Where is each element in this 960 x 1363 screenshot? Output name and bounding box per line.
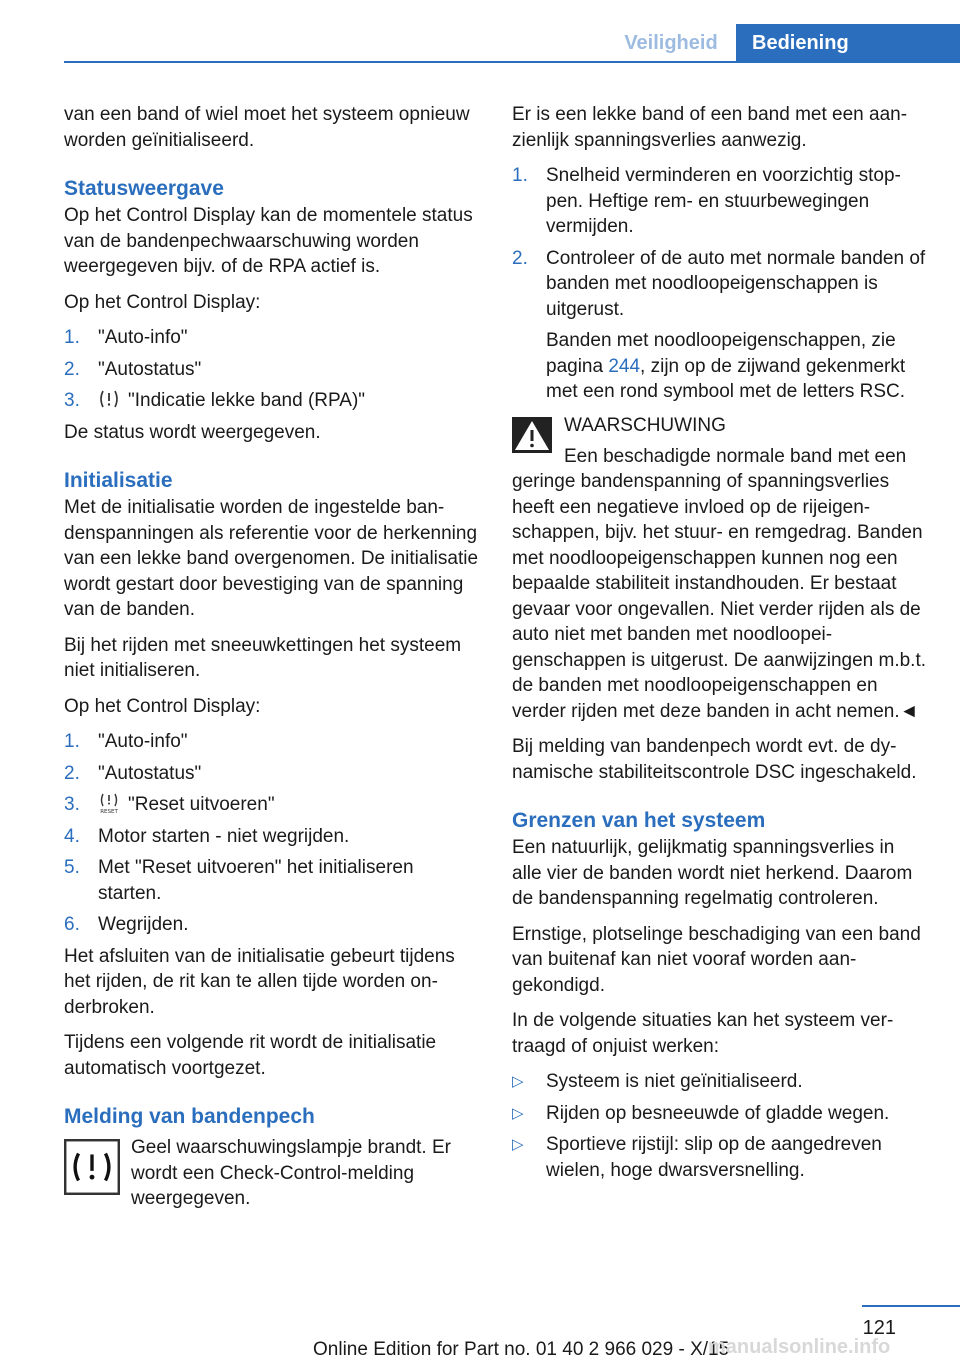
step2-sub: Banden met noodloopeigenschappen, zie pagina 244, zijn op de zijwand gekenmerkt met een rond symbool met de letters RSC. bbox=[546, 330, 906, 402]
intro-text: van een band of wiel moet het systeem opnieuw worden geïnitialiseerd. bbox=[64, 104, 470, 151]
status-text: Op het Control Display kan de momentele status van de bandenpechwaarschuwing worden weergegeven bijv. of de RPA actief is. bbox=[64, 205, 473, 277]
melding-notice bbox=[64, 1131, 480, 1221]
list-item: 4. Motor starten - niet wegrijden. bbox=[64, 825, 350, 847]
warning-text: Een beschadigde normale band met een geringe bandenspanning of spanningsverlies heeft een negatieve invloed op de rijeigenschappen, bijv. het stuur- en remgedrag. Banden met noodloopeigenschappen kunnen nog een bepaalde stabiliteit instandhouden. Er bestaat gevaar voor ongevallen. Niet verder rijden als de auto niet met banden met noodloopeigenschappen is uitgerust. De aanwijzingen m.b.t. de banden met noodloopeigenschappen en verder rijden met deze banden in acht nemen.◄ bbox=[512, 445, 927, 722]
list-item: 3. RESET "Reset uitvoeren" bbox=[64, 794, 275, 815]
warning-triangle-icon bbox=[512, 417, 552, 453]
triangle-bullet-icon: ▷ bbox=[512, 1073, 524, 1090]
limits-text-3: In de volgende situaties kan het systeem vertraagd of onjuist werken: bbox=[512, 1010, 894, 1057]
list-item: 1. "Auto-info" bbox=[64, 327, 188, 348]
pech-steps bbox=[512, 163, 928, 405]
list-item: ▷ Systeem is niet geïnitialiseerd. bbox=[512, 1069, 928, 1095]
status-result: De status wordt weergegeven. bbox=[64, 421, 321, 443]
list-item: 5. Met "Reset uitvoeren" het initialiseren starten. bbox=[64, 857, 414, 904]
page-link-244[interactable]: 244 bbox=[608, 355, 641, 377]
dsc-text: Bij melding van bandenpech wordt evt. de dynamische stabiliteitscontrole DSC ingeschakeld. bbox=[512, 736, 917, 783]
right-intro: Er is een lekke band of een band met een aanzienlijk spanningsverlies aanwezig. bbox=[512, 104, 908, 151]
list-item: 2. "Autostatus" bbox=[64, 762, 202, 784]
heading-melding: Melding van bandenpech bbox=[64, 1105, 315, 1128]
tab-veiligheid[interactable]: Veiligheid bbox=[624, 32, 718, 54]
init-text-1: Met de initialisatie worden de ingestelde bandenspanningen als referentie voor de herkenning van een lekke band overgenomen. De initialisatie wordt gestart door bevestiging van de spanning van de banden. bbox=[64, 497, 479, 620]
heading-grenzen: Grenzen van het systeem bbox=[512, 809, 766, 832]
list-item: 3. "Indicatie lekke band (RPA)" bbox=[64, 390, 366, 411]
edition-text: Online Edition for Part no. 01 40 2 966 029 - X/15 bbox=[313, 1339, 730, 1360]
init-cd-label: Op het Control Display: bbox=[64, 695, 261, 717]
status-steps bbox=[64, 325, 480, 414]
tab-bediening[interactable]: Bediening bbox=[736, 24, 960, 62]
page-header bbox=[0, 0, 960, 62]
status-cd-label: Op het Control Display: bbox=[64, 291, 261, 313]
footer-rule bbox=[862, 1305, 960, 1307]
list-item: 6. Wegrijden. bbox=[64, 914, 189, 935]
triangle-bullet-icon: ▷ bbox=[512, 1104, 524, 1122]
tire-reset-icon bbox=[98, 792, 120, 814]
list-item: ▷ Rijden op besneeuwde of gladde wegen. bbox=[512, 1101, 928, 1127]
warning-block bbox=[512, 413, 928, 725]
limits-text-2: Ernstige, plotselinge beschadiging van een band van buitenaf kan niet vooraf worden aangekondigd. bbox=[512, 923, 921, 996]
list-item: 1. Snelheid verminderen en voorzichtig stoppen. Heftige rem- en stuurbewegingen vermijden. bbox=[512, 165, 901, 237]
init-text-4: Tijdens een volgende rit wordt de initialisatie automatisch voortgezet. bbox=[64, 1032, 437, 1079]
list-item: 1. "Auto-info" bbox=[64, 731, 188, 752]
list-item: 2. Controleer of de auto met normale banden of banden met noodloopeigenschappen is uitgerust. Banden met noodloopeigenschappen, zie pagina 244, zijn op de zijwand gekenmerkt met een rond symbool met de letters RSC. bbox=[512, 246, 928, 405]
watermark: manualsonline.info bbox=[708, 1336, 891, 1358]
melding-text: Geel waarschuwingslampje brandt. Er wordt een Check-Control-melding weergegeven. bbox=[131, 1137, 451, 1209]
heading-initialisatie: Initialisatie bbox=[64, 469, 173, 492]
header-rule bbox=[64, 61, 960, 63]
page-number: 121 bbox=[862, 1317, 896, 1339]
list-item: ▷ Sportieve rijstijl: slip op de aangedreven wielen, hoge dwarsversnelling. bbox=[512, 1134, 882, 1181]
warning-heading: WAARSCHUWING bbox=[564, 414, 726, 436]
heading-statusweergave: Statusweergave bbox=[64, 177, 224, 200]
init-text-2: Bij het rijden met sneeuwkettingen het systeem niet initialiseren. bbox=[64, 634, 462, 681]
limits-text-1: Een natuurlijk, gelijkmatig spanningsverlies in alle vier de banden wordt niet herkend. Daarom de bandenspanning regelmatig controleren. bbox=[512, 837, 913, 909]
tire-warning-lamp-icon bbox=[64, 1139, 120, 1195]
limits-list bbox=[512, 1069, 928, 1183]
list-item: 2. "Autostatus" bbox=[64, 358, 202, 380]
init-steps bbox=[64, 729, 480, 938]
left-column bbox=[64, 102, 480, 1221]
svg-text:RESET: RESET bbox=[100, 809, 118, 814]
init-text-3: Het afsluiten van de initialisatie gebeurt tijdens het rijden, de rit kan te allen tijde worden onderbroken. bbox=[64, 945, 455, 1018]
triangle-bullet-icon: ▷ bbox=[512, 1136, 524, 1153]
tire-pressure-icon bbox=[98, 388, 120, 410]
right-column bbox=[512, 102, 928, 1189]
